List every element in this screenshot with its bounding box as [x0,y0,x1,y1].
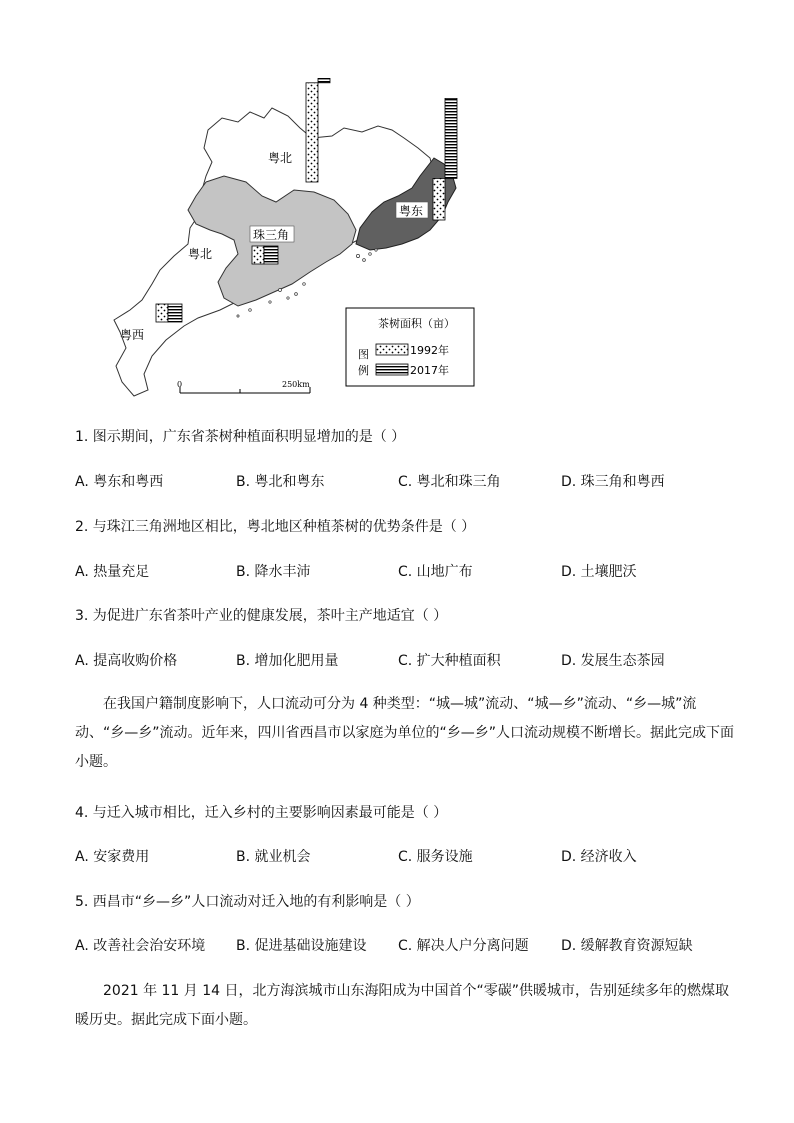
q4-option-c[interactable]: C. 服务设施 [398,849,473,865]
q1-option-c[interactable]: C. 粤北和珠三角 [398,474,501,490]
q4-option-a[interactable]: A. 安家费用 [75,849,150,865]
bar-2017-1 [445,98,457,178]
q1-option-a[interactable]: A. 粤东和粤西 [75,474,164,490]
q1-option-b[interactable]: B. 粤北和粤东 [236,474,325,490]
bar-1992-2 [252,246,264,264]
q3-option-c[interactable]: C. 扩大种植面积 [398,653,501,669]
legend [346,308,474,386]
guangdong-tea-area-map [100,78,500,408]
q2-option-d[interactable]: D. 土壤肥沃 [561,564,637,580]
q3-option-d[interactable]: D. 发展生态茶园 [561,653,665,669]
bar-1992-3 [156,304,168,322]
bar-2017-3 [168,304,182,322]
q4-option-b[interactable]: B. 就业机会 [236,849,311,865]
question-5-stem: 5. 西昌市“乡—乡”人口流动对迁入地的有利影响是（ ） [75,894,420,910]
question-2-stem: 2. 与珠江三角洲地区相比，粤北地区种植茶树的优势条件是（ ） [75,519,476,535]
label-yuebei-left: 粤北 [188,247,213,261]
passage-heating: 2021 年 11 月 14 日，北方海滨城市山东海阳成为中国首个“零碳”供暖城市，告别延续多年的燃煤取暖历史。据此完成下面小题。 [75,983,730,1028]
label-yuedong: 粤东 [399,204,424,218]
q4-option-d[interactable]: D. 经济收入 [561,849,637,865]
q2-option-b[interactable]: B. 降水丰沛 [236,564,311,580]
label-zhusanjiao: 珠三角 [253,228,290,242]
q5-option-d[interactable]: D. 缓解教育资源短缺 [561,938,693,954]
question-3-stem: 3. 为促进广东省茶叶产业的健康发展，茶叶主产地适宜（ ） [75,608,448,624]
legend-label-1992: 1992年 [410,344,449,357]
passage-migration: 在我国户籍制度影响下，人口流动可分为 4 种类型：“城—城”流动、“城—乡”流动、“乡—城”流动、“乡—乡”流动。近年来，四川省西昌市以家庭为单位的“乡—乡”人口流动规模不断增长。据此完成下面小题。 [75,696,735,770]
label-yuebei-top: 粤北 [268,151,293,165]
scale-bar [177,380,310,393]
bar-2017-2 [264,246,278,264]
label-yuexi: 粤西 [120,328,145,342]
q5-option-c[interactable]: C. 解决人户分离问题 [398,938,529,954]
legend-swatch-2017 [376,364,408,375]
map-figure [100,78,500,408]
bar-1992-1 [433,178,445,220]
scale-zero: 0 [177,380,183,389]
bar-2017-0 [318,78,330,83]
q2-option-c[interactable]: C. 山地广布 [398,564,473,580]
question-4-stem: 4. 与迁入城市相比，迁入乡村的主要影响因素最可能是（ ） [75,805,448,821]
legend-label-2017: 2017年 [410,364,449,377]
legend-swatch-1992 [376,344,408,355]
q2-option-a[interactable]: A. 热量充足 [75,564,150,580]
q1-option-d[interactable]: D. 珠三角和粤西 [561,474,665,490]
legend-side-2: 例 [358,364,369,377]
legend-side-1: 图 [358,348,369,361]
scale-distance: 250km [282,380,310,389]
q3-option-b[interactable]: B. 增加化肥用量 [236,653,339,669]
question-1-stem: 1. 图示期间，广东省茶树种植面积明显增加的是（ ） [75,429,406,445]
q5-option-b[interactable]: B. 促进基础设施建设 [236,938,367,954]
q5-option-a[interactable]: A. 改善社会治安环境 [75,938,206,954]
q3-option-a[interactable]: A. 提高收购价格 [75,653,178,669]
legend-title: 茶树面积（亩） [378,317,455,330]
bar-1992-0 [306,83,318,182]
